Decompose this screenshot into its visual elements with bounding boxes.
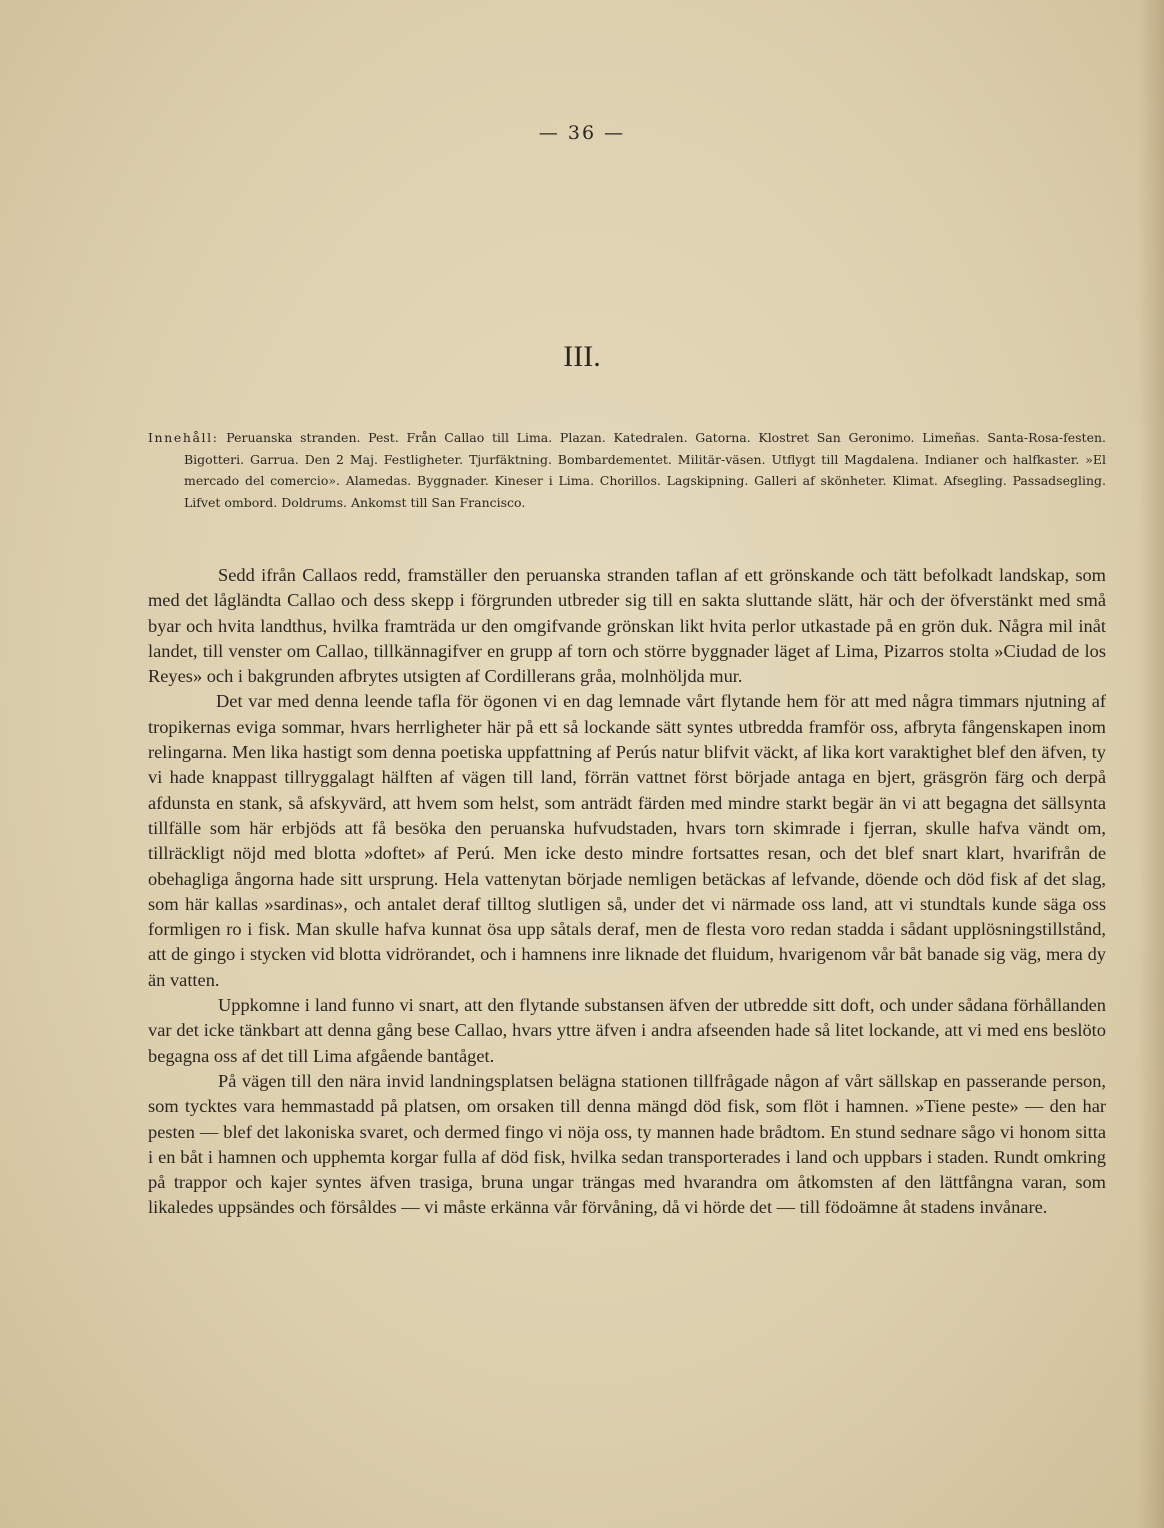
page-edge-shadow (1138, 0, 1164, 1528)
chapter-heading: III. (563, 340, 601, 373)
paragraph: På vägen till den nära invid landningsplatsen belägna stationen tillfrågade någon af vårt sällskap en passerande person, som tycktes vara hemmastadd på platsen, om orsaken till denna mängd död fisk, som flöt i hamnen. »Tiene peste» — den har pesten — blef det lakoniska svaret, och dermed fingo vi nöja oss, ty mannen hade brådtom. En stund sednare sågo vi honom sitta i en båt i hamnen och upphemta korgar fulla af död fisk, hvilka sedan transporterades i land och uppbars i staden. Rundt omkring på trappor och kajer syntes äfven trasiga, bruna ungar trängas med hvarandra om åtkomsten af den lättfångna varan, som likaledes uppsändes och försåldes — vi måste erkänna vår förvåning, då vi hörde det — till födoämne åt stadens invånare. (148, 1070, 1106, 1218)
paragraph: Uppkomne i land funno vi snart, att den flytande substansen äfven der utbredde sitt doft, och under sådana förhållanden var det icke tänkbart att denna gång bese Callao, hvars yttre äfven i andra afseenden hade så litet lockande, att vi med ens beslöto begagna oss af det till Lima afgående bantåget. (148, 995, 1106, 1066)
contents-first-line (148, 430, 219, 445)
chapter-contents-summary (148, 427, 1106, 513)
contents-label: Innehåll: (148, 430, 219, 445)
page-number: — 36 — (538, 122, 626, 144)
contents-text: Peruanska stranden. Pest. Från Callao till Lima. Plazan. Katedralen. Gatorna. Klostret San Geronimo. Limeñas. Santa-Rosa-festen. Bigotteri. Garrua. Den 2 Maj. Festligheter. Tjurfäktning. Bombardementet. Militär-väsen. Utflygt till Magdalena. Indianer och halfkaster. »El mercado del comercio». Alamedas. Byggnader. Kineser i Lima. Chorillos. Lagskipning. Galleri af skönheter. Klimat. Afsegling. Passadsegling. Lifvet ombord. Doldrums. Ankomst till San Francisco. (184, 430, 1106, 510)
paragraph: Sedd ifrån Callaos redd, framställer den peruanska stranden taflan af ett grönskande och tätt befolkadt landskap, som med det lågländta Callao och dess skepp i förgrunden utbreder sig till en sakta sluttande slätt, här och der öfverstänkt med små byar och hvita landthus, hvilka framträda ur den omgifvande grönskan likt hvita perlor utkastade på en grön duk. Några mil inåt landet, till venster om Callao, tillkännagifver en grupp af torn och större byggnader läget af Lima, Pizarros stolta »Ciudad de los Reyes» och i bakgrunden afbrytes utsigten af Cordillerans gråa, molnhöljda mur. (148, 565, 1106, 687)
body-text (148, 563, 1106, 1221)
paragraph: Det var med denna leende tafla för ögonen vi en dag lemnade vårt flytande hem för att med några timmars njutning af tropikernas eviga sommar, hvars herrligheter här på ett så lockande sätt syntes utbredda framför oss, afbryta fångenskapen inom relingarna. Men lika hastigt som denna poetiska uppfattning af Perús natur blifvit väckt, af lika kort varaktighet blef den äfven, ty vi hade knappast tillryggalagt hälften af vägen till land, förrän vattnet först började antaga en bjert, gräsgrön färg och derpå afdunsta en stank, så afskyvärd, att hvem som helst, som anträdt färden med mindre starkt begär än vi att begagna det sällsynta tillfälle som här erbjöds att få besöka den peruanska hufvudstaden, hvars torn skimrade i fjerran, skulle hafva vändt om, tillräckligt nöjd med blotta »doftet» af Perú. Men icke desto mindre fortsattes resan, och det blef snart klart, hvarifrån de obehagliga ångorna hade sitt ursprung. Hela vattenytan började nemligen betäckas af lefvande, döende och död fisk af det slag, som här kallas »sardinas», och antalet deraf tilltog slutligen så, under det vi närmade oss land, att vi stundtals kunde säga oss formligen ro i fisk. Man skulle hafva kunnat ösa upp såtals deraf, men de flesta voro redan stadda i sådant upplösningstillstånd, att de gingo i stycken vid blotta vidrörandet, och i hamnens inre liknade det fluidum, hvarigenom vår båt banade sig väg, mera dy än vatten. (148, 691, 1106, 990)
